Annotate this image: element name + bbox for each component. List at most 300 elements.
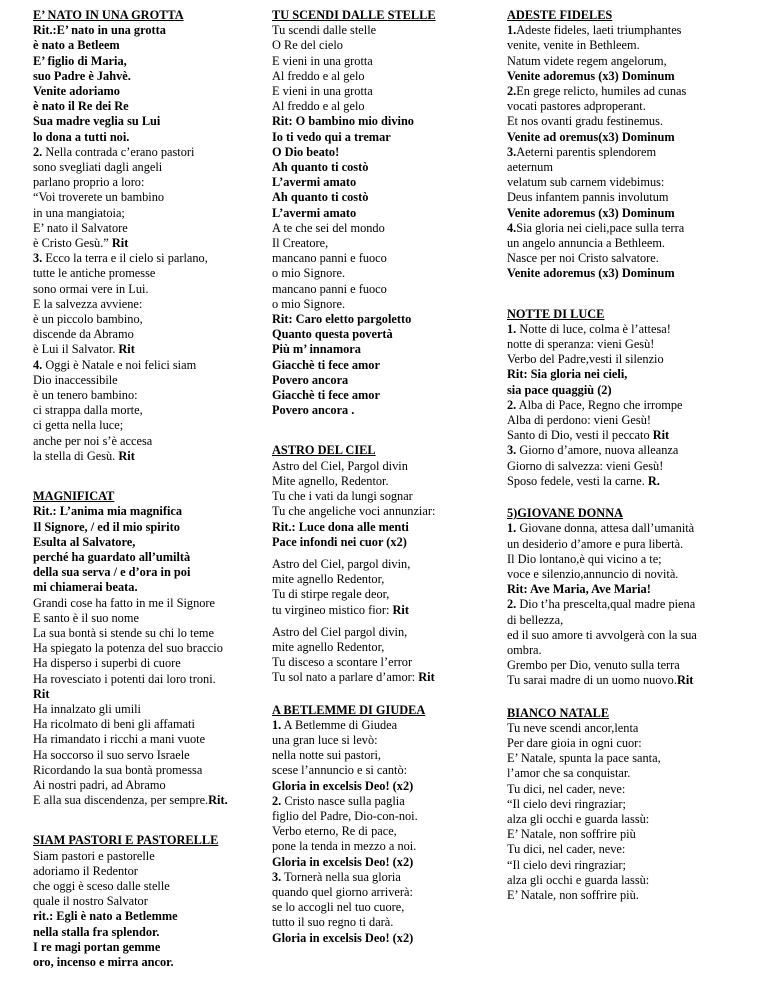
verse-number: 1. [507,23,517,38]
lyric-line [33,221,265,236]
lyric-text: O Dio beato! [272,144,340,159]
lyric-text: Dio inaccessibile [33,372,118,387]
lyric-line [272,251,494,266]
lyric-line [272,282,494,297]
lyric-text: Ha ricolmato di beni gli affamati [33,717,195,732]
lyric-line [507,766,759,781]
song-e-nato-in-una-grotta [33,8,265,464]
song-giovane-donna [507,506,759,688]
lyric-line [33,535,265,550]
lyric-text: in una mangiatoia; [33,205,125,220]
lyric-line [507,352,759,367]
lyric-line [272,900,494,915]
lyric-text: E la salvezza avviene: [33,296,143,311]
refrain-marker: Rit [392,602,409,617]
lyric-line [33,894,265,909]
lyric-line [507,69,759,84]
lyric-text: sono ormai vere in Lui. [33,281,149,296]
column-left [33,8,265,970]
lyric-text: di bellezza, [507,612,564,627]
verse-number: 2. [507,597,517,612]
lyric-text: Ricordando la sua bontà promessa [33,762,203,777]
lyric-text: che oggi è sceso dalle stelle [33,878,170,893]
lyric-text: Sposo fedele, vesti la carne. [507,473,648,488]
lyric-line [33,251,265,266]
lyric-text: ed il suo amore ti avvolgerà con la sua [507,627,697,642]
lyric-text: se lo accogli nel tuo cuore, [272,900,405,915]
lyric-line [272,474,494,489]
verse-number: 1. [507,321,517,336]
lyric-line [272,763,494,778]
lyric-line [33,925,265,940]
lyric-line [272,670,494,685]
lyric-text: vocati pastores adproperant. [507,99,646,114]
verse-number: 2. [33,144,43,159]
lyric-line [507,54,759,69]
verse-number: 4. [507,220,517,235]
lyric-text: Ah quanto ti costò [272,160,369,175]
column-middle [272,8,494,946]
song-title: BIANCO NATALE [507,705,610,720]
lyric-text: Ha disperso i superbi di cuore [33,656,181,671]
lyric-text: Tu disceso a scontare l’error [272,655,413,670]
lyric-text: o mio Signore. [272,296,346,311]
lyric-text: L’avermi amato [272,175,357,190]
lyric-line [272,175,494,190]
lyric-text: sono svegliati dagli angeli [33,160,163,175]
lyric-text: “Il cielo devi ringraziar; [507,857,626,872]
lyric-text: Nasce per noi Cristo salvatore. [507,251,659,266]
lyric-text: Io ti vedo qui a tremar [272,129,391,144]
lyric-line [33,54,265,69]
lyric-text: “Il cielo devi ringraziar; [507,796,626,811]
verse-number: 2. [272,793,282,808]
lyric-text: Ha rovesciato i potenti dai loro troni. [33,671,216,686]
lyric-line [507,582,759,597]
lyric-text: Tu dici, nel cader, neve: [507,781,626,796]
lyric-line [507,673,759,688]
lyric-line [507,812,759,827]
lyric-text: alza gli occhi e guarda lassù: [507,811,650,826]
verse-number: 2. [507,84,517,99]
song-title: ADESTE FIDELES [507,8,613,22]
lyric-line [507,521,759,536]
lyric-line [507,721,759,736]
lyric-line [507,160,759,175]
refrain-marker: R. [647,473,660,488]
lyric-line [272,206,494,221]
lyric-text: L’avermi amato [272,205,357,220]
lyric-text: Grembo per Dio, venuto sulla terra [507,658,680,673]
lyric-text: Tu che i vati da lungi sognar [272,489,413,504]
lyric-text: Oggi è Natale e noi felici siam [42,357,197,372]
song-a-betlemme-di-giudea [272,703,494,946]
song-lyrics [272,23,494,418]
lyric-line [272,809,494,824]
lyric-line [507,322,759,337]
lyric-text: è un tenero bambino: [33,388,138,403]
lyric-text: O Re del cielo [272,38,343,53]
refrain-marker: Rit [111,236,129,251]
verse-number: 2. [507,397,517,412]
lyric-text: è un piccolo bambino, [33,312,143,327]
lyric-text: Sia gloria nei cieli,pace sulla terra [516,220,685,235]
lyric-line [272,38,494,53]
lyric-line [272,587,494,602]
lyric-line [33,403,265,418]
refrain-marker: Rit [676,673,694,688]
lyric-text: sia pace quaggiù (2) [507,382,612,397]
lyric-line [272,931,494,946]
lyric-line [33,282,265,297]
lyric-line [272,266,494,281]
lyric-line [272,327,494,342]
lyric-text: Venite adoremus (x3) Dominum [507,266,675,281]
lyric-text: Mite agnello, Redentor. [272,473,389,488]
lyric-text: La sua bontà si stende su chi lo teme [33,625,214,640]
lyric-text: Povero ancora . [272,403,355,418]
song-adeste-fideles [507,8,759,282]
song-bianco-natale [507,706,759,904]
lyric-line [507,858,759,873]
lyric-text: scese l’annuncio e si cantò: [272,763,408,778]
lyric-line [507,337,759,352]
lyric-text: Rit [33,686,50,701]
lyric-line [272,655,494,670]
lyric-text: la stella di Gesù. [33,448,119,463]
lyric-line [33,449,265,464]
lyric-text: Il Creatore, [272,236,329,251]
song-astro-del-ciel [272,443,494,685]
verse-number: 4. [33,357,43,372]
lyric-text: Aeterni parentis splendorem [516,144,657,159]
lyric-line [272,603,494,618]
lyric-line [272,870,494,885]
lyric-line [33,327,265,342]
lyric-text: è Lui il Salvator. [33,342,119,357]
lyric-line [33,793,265,808]
lyric-line [272,839,494,854]
lyric-text: un angelo annuncia a Bethleem. [507,236,666,251]
lyric-text: Rit.: Luce dona alle menti [272,519,409,534]
lyric-text: Tu che angeliche voci annunziar: [272,504,436,519]
lyric-line [507,23,759,38]
lyric-line [507,751,759,766]
lyric-text: En grege relicto, humiles ad cunas [516,84,687,99]
lyric-line [272,885,494,900]
lyric-line [33,373,265,388]
lyric-text: parlano proprio a loro: [33,175,145,190]
refrain-marker: Rit [652,428,670,443]
lyric-text: Giovane donna, attesa dall’umanità [516,521,695,536]
lyric-line [507,567,759,582]
lyric-line [272,23,494,38]
lyric-text: E vieni in una grotta [272,84,373,99]
verse-number: 3. [33,251,43,266]
lyric-text: Cristo nasce sulla paglia [281,793,405,808]
lyric-text: Nella contrada c’erano pastori [42,144,195,159]
lyric-text: E alla sua discendenza, per sempre. [33,793,209,808]
lyric-line [33,641,265,656]
lyric-line [507,474,759,489]
lyric-line [33,611,265,626]
lyric-line [507,236,759,251]
lyric-line [272,640,494,655]
lyric-text: Ai nostri padri, ad Abramo [33,777,166,792]
lyric-line [272,855,494,870]
lyric-text: Rit: Caro eletto pargoletto [272,312,412,327]
lyric-text: Ha soccorso il suo servo Israele [33,747,190,762]
lyric-text: E santo è il suo nome [33,610,139,625]
lyric-text: Tu neve scendi ancor,lenta [507,720,639,735]
lyric-line [272,403,494,418]
lyric-text: Rit: Ave Maria, Ave Maria! [507,582,651,597]
lyric-text: Rit.:E’ nato in una grotta [33,23,166,38]
lyric-line [33,84,265,99]
lyric-line [33,778,265,793]
lyric-text: I re magi portan gemme [33,939,161,954]
lyric-text: tutto il suo regno ti darà. [272,915,394,930]
song-lyrics [507,23,759,281]
lyric-text: Ha innalzato gli umili [33,701,141,716]
lyric-text: Astro del Ciel, pargol divin, [272,556,411,571]
lyric-line [33,504,265,519]
lyric-text: Venite adoriamo [33,84,120,99]
verse-number: 3. [507,144,517,159]
lyric-line [33,342,265,357]
lyric-line [272,824,494,839]
verse-number: 1. [272,717,282,732]
lyric-line [507,552,759,567]
song-title: TU SCENDI DALLE STELLE [272,8,436,22]
lyric-line [272,145,494,160]
song-title: ASTRO DEL CIEL [272,443,376,458]
lyric-text: Adeste fideles, laeti triumphantes [516,23,682,38]
refrain-marker: Rit [118,342,135,357]
lyric-line [272,625,494,640]
song-lyrics [507,721,759,903]
lyric-line [507,221,759,236]
lyric-line [272,99,494,114]
lyric-line [507,827,759,842]
lyric-text: velatum sub carnem videbimus: [507,175,665,190]
lyric-text: Tu sarai madre di un uomo nuovo. [507,673,677,688]
lyric-text: rit.: Egli è nato a Betlemme [33,909,178,924]
lyric-text: “Voi troverete un bambino [33,190,165,205]
lyric-line [33,266,265,281]
lyric-text: o mio Signore. [272,266,346,281]
lyric-text: Al freddo e al gelo [272,68,365,83]
lyric-text: Venite adoremus (x3) Dominum [507,205,675,220]
lyric-text: Povero ancora [272,372,349,387]
lyric-line [272,557,494,572]
song-siam-pastori [33,833,265,970]
lyric-line [507,145,759,160]
lyric-line [33,145,265,160]
lyric-text: E’ nato il Salvatore [33,220,128,235]
lyric-line [33,190,265,205]
lyric-text: Venite adoremus (x3) Dominum [507,68,675,83]
lyric-line [507,383,759,398]
lyric-text: mite agnello Redentor, [272,572,385,587]
lyric-line [272,54,494,69]
lyric-line [272,373,494,388]
lyric-line [33,940,265,955]
lyric-line [507,175,759,190]
lyric-text: E’ Natale, non soffrire più. [507,887,639,902]
lyric-text: mancano panni e fuoco [272,281,387,296]
lyric-text: pone la tenda in mezzo a noi. [272,839,417,854]
lyric-line [272,915,494,930]
lyric-text: della sua serva / e d’ora in poi [33,565,191,580]
lyric-line [507,782,759,797]
lyric-text: ombra. [507,642,542,657]
lyric-line [507,130,759,145]
lyric-text: anche per noi s’è accesa [33,433,153,448]
lyric-line [33,206,265,221]
song-title: 5)GIOVANE DONNA [507,506,624,521]
lyric-line [33,418,265,433]
lyric-line [272,236,494,251]
lyric-text: Al freddo e al gelo [272,99,365,114]
lyric-text: suo Padre è Jahvè. [33,68,131,83]
lyric-text: figlio del Padre, Dio-con-noi. [272,808,418,823]
lyric-line [33,130,265,145]
lyric-line [272,794,494,809]
lyric-text: alza gli occhi e guarda lassù: [507,872,650,887]
lyric-text: Gloria in excelsis Deo! (x2) [272,930,414,945]
lyric-text: Santo di Dio, vesti il peccato [507,428,653,443]
lyric-line [33,160,265,175]
lyric-text: Giacchè ti fece amor [272,388,380,403]
lyric-text: Rit.: L’anima mia magnifica [33,504,183,519]
lyric-text: Grandi cose ha fatto in me il Signore [33,595,216,610]
song-title: E’ NATO IN UNA GROTTA [33,8,184,22]
lyric-text: Per dare gioia in ogni cuor: [507,735,642,750]
song-title: SIAM PASTORI E PASTORELLE [33,833,219,848]
lyric-text: Gloria in excelsis Deo! (x2) [272,778,414,793]
column-right [507,8,759,903]
lyric-text: Astro del Ciel, Pargol divin [272,458,408,473]
verse-number: 3. [272,869,282,884]
refrain-marker: Rit [118,448,135,463]
lyric-line [507,367,759,382]
lyric-line [507,797,759,812]
song-title: MAGNIFICAT [33,489,115,504]
song-magnificat [33,489,265,808]
lyric-line [507,613,759,628]
lyric-line [272,312,494,327]
song-verse-2 [272,557,494,618]
lyric-text: tutte le antiche promesse [33,266,156,281]
lyric-text: E vieni in una grotta [272,53,373,68]
lyric-line [507,413,759,428]
lyric-text: discende da Abramo [33,327,134,342]
lyric-line [33,702,265,717]
lyric-line [507,873,759,888]
lyric-line [507,398,759,413]
lyric-line [33,565,265,580]
lyric-text: Sua madre veglia su Lui [33,114,161,129]
lyric-line [272,459,494,474]
lyric-line [272,572,494,587]
lyric-line [507,38,759,53]
lyric-text: aeternum [507,160,553,175]
lyric-text: perché ha guardato all’umiltà [33,549,191,564]
lyric-text: Alba di Pace, Regno che irrompe [516,397,683,412]
lyric-text: mancano panni e fuoco [272,251,387,266]
lyric-line [33,763,265,778]
song-tu-scendi-dalle-stelle [272,8,494,418]
lyric-line [33,312,265,327]
lyric-text: quale il nostro Salvator [33,894,148,909]
lyric-text: nella notte sui pastori, [272,748,382,763]
lyric-line [272,718,494,733]
lyric-text: E’ figlio di Maria, [33,53,127,68]
lyric-line [507,428,759,443]
lyric-text: Ah quanto ti costò [272,190,369,205]
lyric-line [33,297,265,312]
lyric-text: Il Signore, / ed il mio spirito [33,519,180,534]
lyric-line [272,69,494,84]
lyric-text: Alba di perdono: vieni Gesù! [507,413,651,428]
lyric-text: voce e silenzio,annuncio di novità. [507,566,679,581]
lyric-text: E’ Natale, non soffrire più [507,827,636,842]
lyric-line [33,69,265,84]
lyric-line [507,842,759,857]
song-title: A BETLEMME DI GIUDEA [272,702,426,717]
lyric-line [33,672,265,687]
lyric-text: Tu di stirpe regale deor, [272,587,390,602]
lyric-line [507,443,759,458]
lyric-text: tu virgineo mistico fior: [272,602,393,617]
lyric-text: Tu scendi dalle stelle [272,23,377,38]
lyric-text: ci strappa dalla morte, [33,403,143,418]
lyric-line [507,628,759,643]
lyric-text: Verbo del Padre,vesti il silenzio [507,352,664,367]
lyric-line [272,388,494,403]
lyric-text: mite agnello Redentor, [272,639,385,654]
lyric-line [272,504,494,519]
song-verse-1 [272,459,494,550]
lyric-text: Giacchè ti fece amor [272,357,380,372]
song-lyrics [33,23,265,464]
verse-number: 1. [507,521,517,536]
lyric-text: nella stalla fra splendor. [33,924,160,939]
lyric-text: ci getta nella luce; [33,418,124,433]
lyric-line [272,520,494,535]
lyric-text: Siam pastori e pastorelle [33,848,155,863]
lyric-text: Ha rimandato i ricchi a mani vuote [33,732,206,747]
lyric-line [272,130,494,145]
lyric-line [33,717,265,732]
lyric-line [33,388,265,403]
lyric-line [272,358,494,373]
lyric-line [33,38,265,53]
lyric-text: Tornerà nella sua gloria [281,869,401,884]
lyric-text: l’amor che sa conquistar. [507,766,631,781]
song-notte-di-luce [507,307,759,489]
lyric-text: Venite ad oremus(x3) Dominum [507,129,675,144]
lyric-line [507,643,759,658]
lyric-text: Dio t’ha prescelta,qual madre piena [516,597,696,612]
lyric-line [33,879,265,894]
lyric-line [33,687,265,702]
song-lyrics [33,504,265,808]
lyric-line [33,864,265,879]
lyric-line [33,23,265,38]
song-lyrics [507,521,759,688]
